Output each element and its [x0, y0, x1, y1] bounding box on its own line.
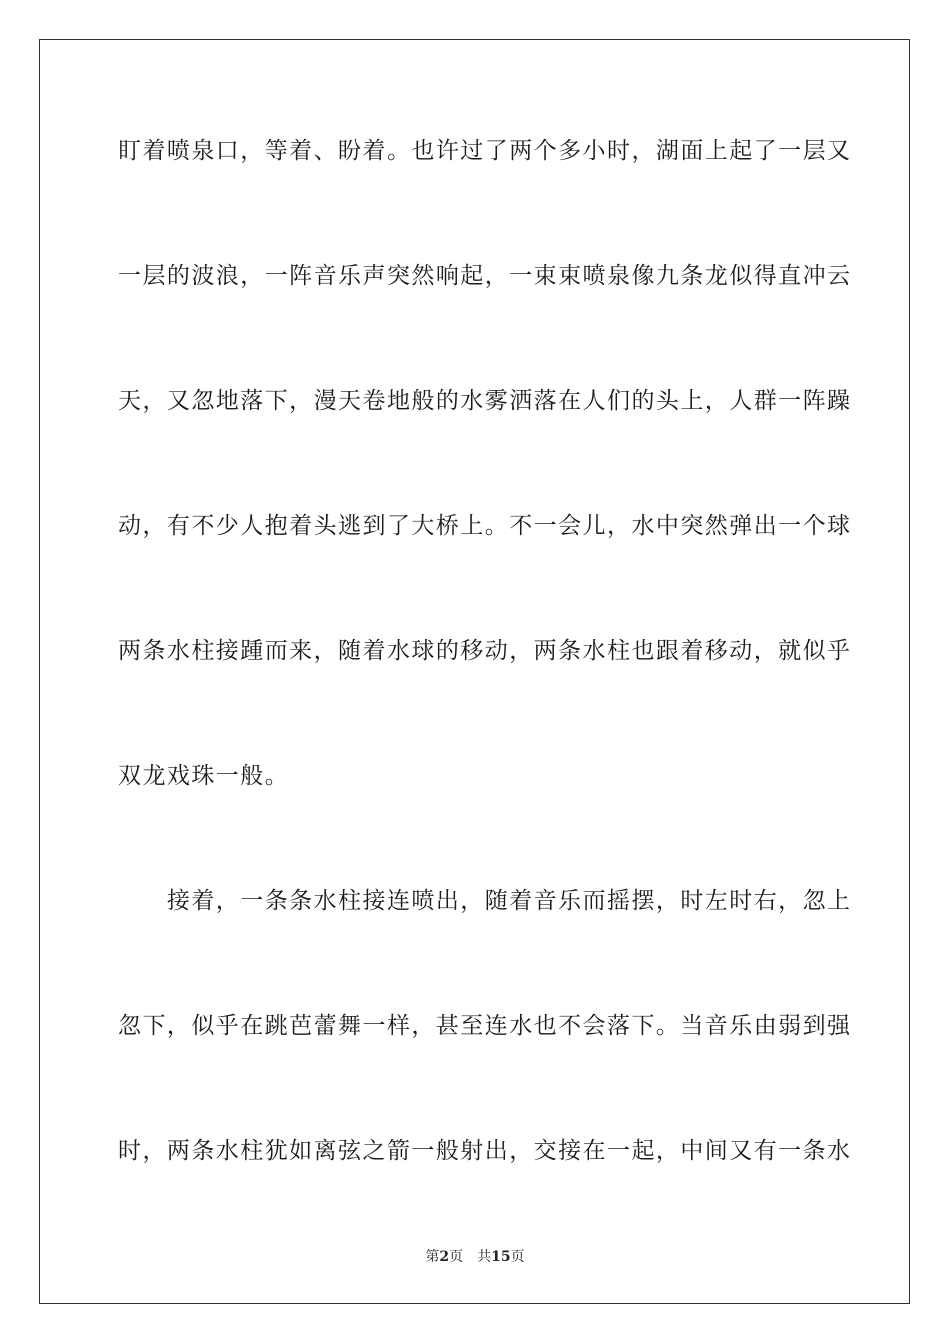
- page-current: 2: [439, 1249, 450, 1265]
- total-prefix: 共: [477, 1249, 492, 1265]
- text-line: 双龙戏珠一般。: [118, 763, 290, 789]
- text-line: 时，两条水柱犹如离弦之箭一般射出，交接在一起，中间又有一条水: [118, 1138, 852, 1164]
- text-line: 盯着喷泉口，等着、盼着。也许过了两个多小时，湖面上起了一层又: [118, 138, 852, 164]
- text-line: 忽下，似乎在跳芭蕾舞一样，甚至连水也不会落下。当音乐由弱到强: [118, 1013, 852, 1039]
- text-line: 两条水柱接踵而来，随着水球的移动，两条水柱也跟着移动，就似乎: [118, 638, 852, 664]
- text-line: 动，有不少人抱着头逃到了大桥上。不一会儿，水中突然弹出一个球: [118, 513, 852, 539]
- page-total: 15: [491, 1249, 511, 1265]
- total-suffix: 页: [510, 1249, 525, 1265]
- page-footer: [0, 1248, 950, 1266]
- page-suffix: 页: [449, 1249, 464, 1265]
- page-border: [39, 39, 910, 1304]
- text-line: 接着，一条条水柱接连喷出，随着音乐而摇摆，时左时右，忽上: [118, 888, 852, 914]
- text-line: 一层的波浪，一阵音乐声突然响起，一束束喷泉像九条龙似得直冲云: [118, 263, 852, 289]
- page-prefix: 第: [425, 1249, 440, 1265]
- text-line: 天，又忽地落下，漫天卷地般的水雾洒落在人们的头上，人群一阵躁: [118, 388, 852, 414]
